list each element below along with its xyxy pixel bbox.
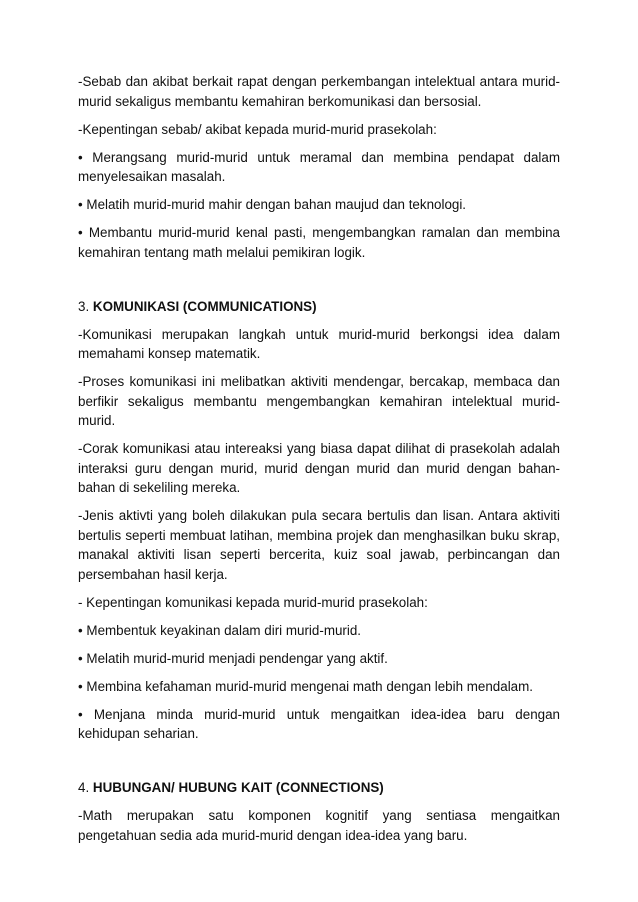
section-title: HUBUNGAN/ HUBUNG KAIT (CONNECTIONS): [92, 780, 384, 795]
section-heading: [78, 297, 560, 317]
bullet-item: • Melatih murid-murid menjadi pendengar yang aktif.: [78, 650, 388, 666]
section-komunikasi: [78, 297, 560, 744]
paragraph: -Sebab dan akibat berkait rapat dengan perkembangan intelektual antara murid-murid sekaligus membantu kemahiran berkomunikasi dan bersosial.: [78, 74, 560, 109]
section-number: 4.: [78, 780, 90, 795]
paragraph: -Jenis aktivti yang boleh dilakukan pula secara bertulis dan lisan. Antara aktiviti bertulis seperti membuat latihan, membina projek dan menghasilkan buku skrap, manakal aktiviti lisan seperti bercerita, kuiz soal jawab, perbincangan dan persembahan hasil kerja.: [78, 508, 560, 582]
bullet-item: • Merangsang murid-murid untuk meramal dan membina pendapat dalam menyelesaikan masalah.: [78, 149, 560, 184]
bullet-item: • Membantu murid-murid kenal pasti, mengembangkan ramalan dan membina kemahiran tentang math melalui pemikiran logik.: [78, 225, 560, 260]
section-hubungan: [78, 778, 560, 845]
paragraph: -Proses komunikasi ini melibatkan aktiviti mendengar, bercakap, membaca dan berfikir sekaligus membantu mengembangkan kemahiran intelektual murid-murid.: [78, 374, 560, 428]
bullet-item: • Menjana minda murid-murid untuk mengaitkan idea-idea baru dengan kehidupan seharian.: [78, 706, 560, 741]
section-title: KOMUNIKASI (COMMUNICATIONS): [92, 298, 317, 314]
intro-section: [78, 72, 560, 262]
section-spacer: [78, 271, 560, 297]
bullet-item: • Membentuk keyakinan dalam diri murid-murid.: [78, 622, 362, 638]
paragraph: -Corak komunikasi atau intereaksi yang biasa dapat dilihat di prasekolah adalah interaksi guru dengan murid, murid dengan murid dan murid dengan bahan-bahan di sekeliling mereka.: [78, 441, 560, 495]
section-heading: [78, 778, 560, 798]
paragraph: -Komunikasi merupakan langkah untuk murid-murid berkongsi idea dalam memahami konsep matematik.: [78, 326, 560, 361]
paragraph: -Math merupakan satu komponen kognitif yang sentiasa mengaitkan pengetahuan sedia ada murid-murid dengan idea-idea yang baru.: [78, 808, 560, 843]
bullet-item: • Melatih murid-murid mahir dengan bahan maujud dan teknologi.: [78, 197, 467, 212]
section-number: 3.: [78, 298, 90, 314]
bullet-item: • Membina kefahaman murid-murid mengenai math dengan lebih mendalam.: [78, 678, 534, 694]
paragraph: - Kepentingan komunikasi kepada murid-murid prasekolah:: [78, 594, 428, 610]
paragraph: -Kepentingan sebab/ akibat kepada murid-murid prasekolah:: [78, 121, 437, 137]
section-spacer: [78, 752, 560, 778]
